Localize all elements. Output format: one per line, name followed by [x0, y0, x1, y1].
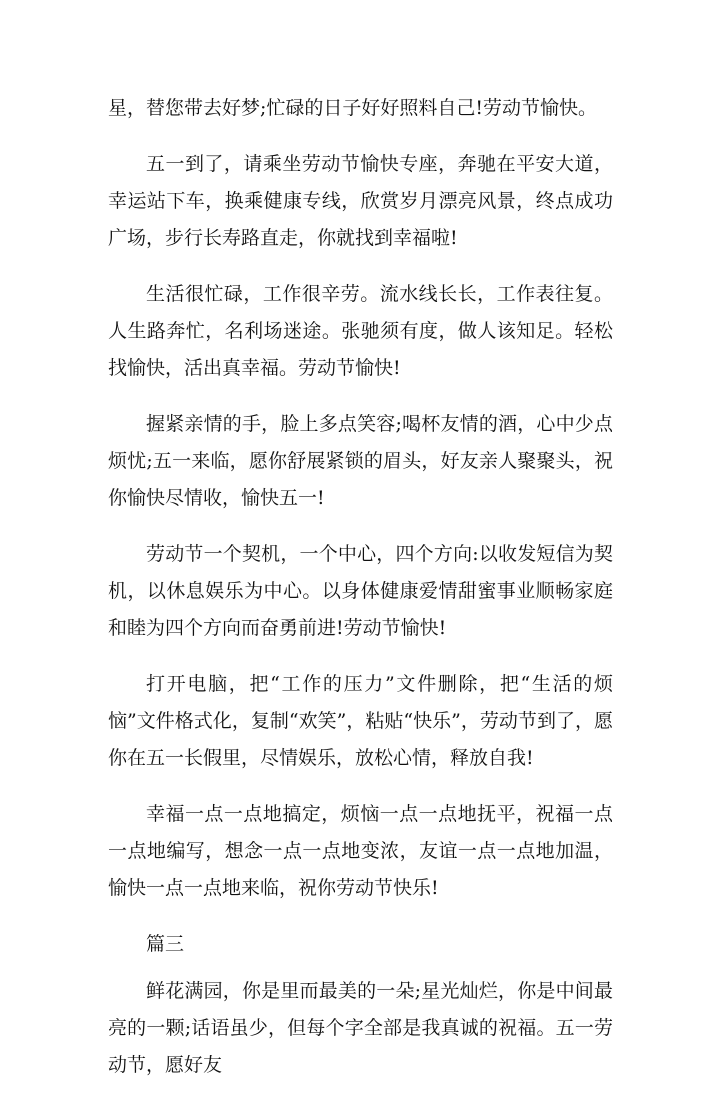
paragraph-5: 劳动节一个契机，一个中心，四个方向:以收发短信为契机，以休息娱乐为中心。以身体健康爱情甜蜜事业顺畅家庭和睦为四个方向而奋勇前进!劳动节愉快! — [108, 543, 613, 639]
document-body — [108, 90, 613, 1103]
paragraph-continuation: 星，替您带去好梦;忙碌的日子好好照料自己!劳动节愉快。 — [108, 97, 598, 119]
paragraph-2: 五一到了，请乘坐劳动节愉快专座，奔驰在平安大道，幸运站下车，换乘健康专线，欣赏岁月漂亮风景，终点成功广场，步行长寿路直走，你就找到幸福啦! — [108, 153, 613, 249]
paragraph-7: 幸福一点一点地搞定，烦恼一点一点地抚平，祝福一点一点地编写，想念一点一点地变浓，友谊一点一点地加温，愉快一点一点地来临，祝你劳动节快乐! — [108, 803, 613, 899]
paragraph-4: 握紧亲情的手，脸上多点笑容;喝杯友情的酒，心中少点烦忧;五一来临，愿你舒展紧锁的眉头，好友亲人聚聚头，祝你愉快尽情收，愉快五一! — [108, 413, 613, 509]
section-heading: 篇三 — [146, 933, 185, 955]
paragraph-final: 鲜花满园，你是里而最美的一朵;星光灿烂，你是中间最亮的一颗;话语虽少，但每个字全部是我真诚的祝福。五一劳动节，愿好友 — [108, 980, 613, 1076]
paragraph-3: 生活很忙碌，工作很辛劳。流水线长长，工作表往复。人生路奔忙，名利场迷途。张驰须有度，做人该知足。轻松找愉快，活出真幸福。劳动节愉快! — [108, 283, 613, 379]
paragraph-6: 打开电脑，把“工作的压力”文件删除，把“生活的烦恼”文件格式化，复制“欢笑”，粘贴“快乐”，劳动节到了，愿你在五一长假里，尽情娱乐，放松心情，释放自我! — [108, 673, 613, 769]
